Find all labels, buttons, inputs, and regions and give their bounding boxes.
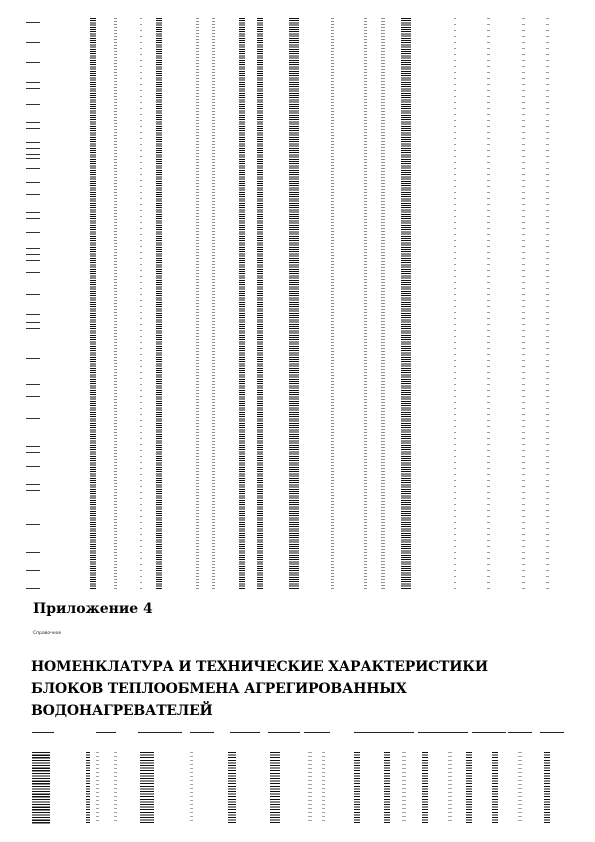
table-column	[544, 752, 550, 824]
table-row-marker	[26, 462, 40, 467]
table-column	[257, 18, 263, 590]
column-header	[540, 732, 564, 733]
table-column	[239, 18, 245, 590]
table-column	[422, 752, 428, 824]
table-row-marker	[26, 124, 40, 129]
table-row-marker	[26, 566, 40, 571]
table-row-marker	[26, 480, 40, 485]
table-row-marker	[26, 318, 40, 323]
column-header	[96, 732, 116, 733]
column-header	[268, 732, 300, 733]
table-column	[466, 752, 472, 824]
table-column	[308, 752, 312, 824]
table-column	[140, 752, 154, 824]
table-row-marker	[26, 138, 40, 143]
table-row-marker	[26, 392, 40, 397]
table-column	[364, 18, 367, 590]
table-column	[331, 18, 334, 590]
table-row-marker	[26, 324, 40, 329]
table-column	[448, 752, 452, 824]
table-column	[402, 752, 406, 824]
table-column	[86, 752, 90, 824]
table-column	[454, 18, 456, 590]
table-row-marker	[26, 84, 40, 89]
table-row-marker	[26, 214, 40, 219]
column-header	[230, 732, 260, 733]
heat-exchange-blocks-table	[32, 730, 562, 825]
column-header	[472, 732, 506, 733]
main-heading	[31, 656, 571, 722]
table-column	[114, 18, 117, 590]
table-row-marker	[26, 584, 40, 589]
table-row-marker	[26, 448, 40, 453]
table-column	[289, 18, 299, 590]
column-header	[304, 732, 330, 733]
table-column	[492, 752, 498, 824]
table-row-marker	[26, 228, 40, 233]
table-column	[384, 752, 390, 824]
table-row-marker	[26, 380, 40, 385]
table-column	[212, 18, 215, 590]
column-header	[418, 732, 468, 733]
table-row-marker	[26, 164, 40, 169]
table-column	[401, 18, 411, 590]
column-header	[354, 732, 414, 733]
table-row-marker	[26, 250, 40, 255]
table-column	[190, 752, 193, 824]
table-row-marker	[26, 256, 40, 261]
table-column	[546, 18, 549, 590]
table-column	[381, 18, 385, 590]
table-row-marker	[26, 208, 40, 213]
table-column	[228, 752, 236, 824]
table-row-marker	[26, 548, 40, 553]
table-row-marker	[26, 154, 40, 159]
table-column	[487, 18, 490, 590]
table-column	[114, 752, 117, 824]
table-row-marker	[26, 414, 40, 419]
table-row-marker	[26, 442, 40, 447]
table-row-marker	[26, 486, 40, 491]
table-row-marker	[26, 144, 40, 149]
table-row-marker	[26, 78, 40, 83]
table-row-marker	[26, 100, 40, 105]
table-row-marker	[26, 290, 40, 295]
table-column	[354, 752, 360, 824]
table-column	[522, 18, 525, 590]
table-column	[156, 18, 162, 590]
heading-line-1: НОМЕНКЛАТУРА И ТЕХНИЧЕСКИЕ ХАРАКТЕРИСТИКИ	[31, 659, 488, 675]
table-row-marker	[26, 190, 40, 195]
appendix-note: Справочное	[33, 631, 62, 636]
table-column	[90, 18, 96, 590]
table-row-marker	[26, 58, 40, 63]
table-column	[140, 18, 142, 590]
column-header	[138, 732, 182, 733]
table-row-names	[32, 752, 50, 824]
heading-line-3: ВОДОНАГРЕВАТЕЛЕЙ	[31, 703, 213, 719]
table-row-marker	[26, 244, 40, 249]
table-row-marker	[26, 178, 40, 183]
table-column	[518, 752, 522, 824]
table-row-marker	[26, 310, 40, 315]
table-row-marker	[26, 268, 40, 273]
table-column	[196, 18, 199, 590]
table-column	[270, 752, 280, 824]
column-header	[32, 732, 54, 733]
heading-line-2: БЛОКОВ ТЕПЛООБМЕНА АГРЕГИРОВАННЫХ	[31, 681, 407, 697]
table-column	[322, 752, 325, 824]
specification-table-continued	[26, 18, 561, 590]
column-header	[508, 732, 532, 733]
table-row-marker	[26, 38, 40, 43]
table-row-marker	[26, 118, 40, 123]
table-row-marker	[26, 354, 40, 359]
table-column	[96, 752, 99, 824]
table-row-marker	[26, 520, 40, 525]
table-row-marker	[26, 18, 40, 23]
appendix-title: Приложение 4	[33, 601, 153, 617]
column-header	[190, 732, 214, 733]
